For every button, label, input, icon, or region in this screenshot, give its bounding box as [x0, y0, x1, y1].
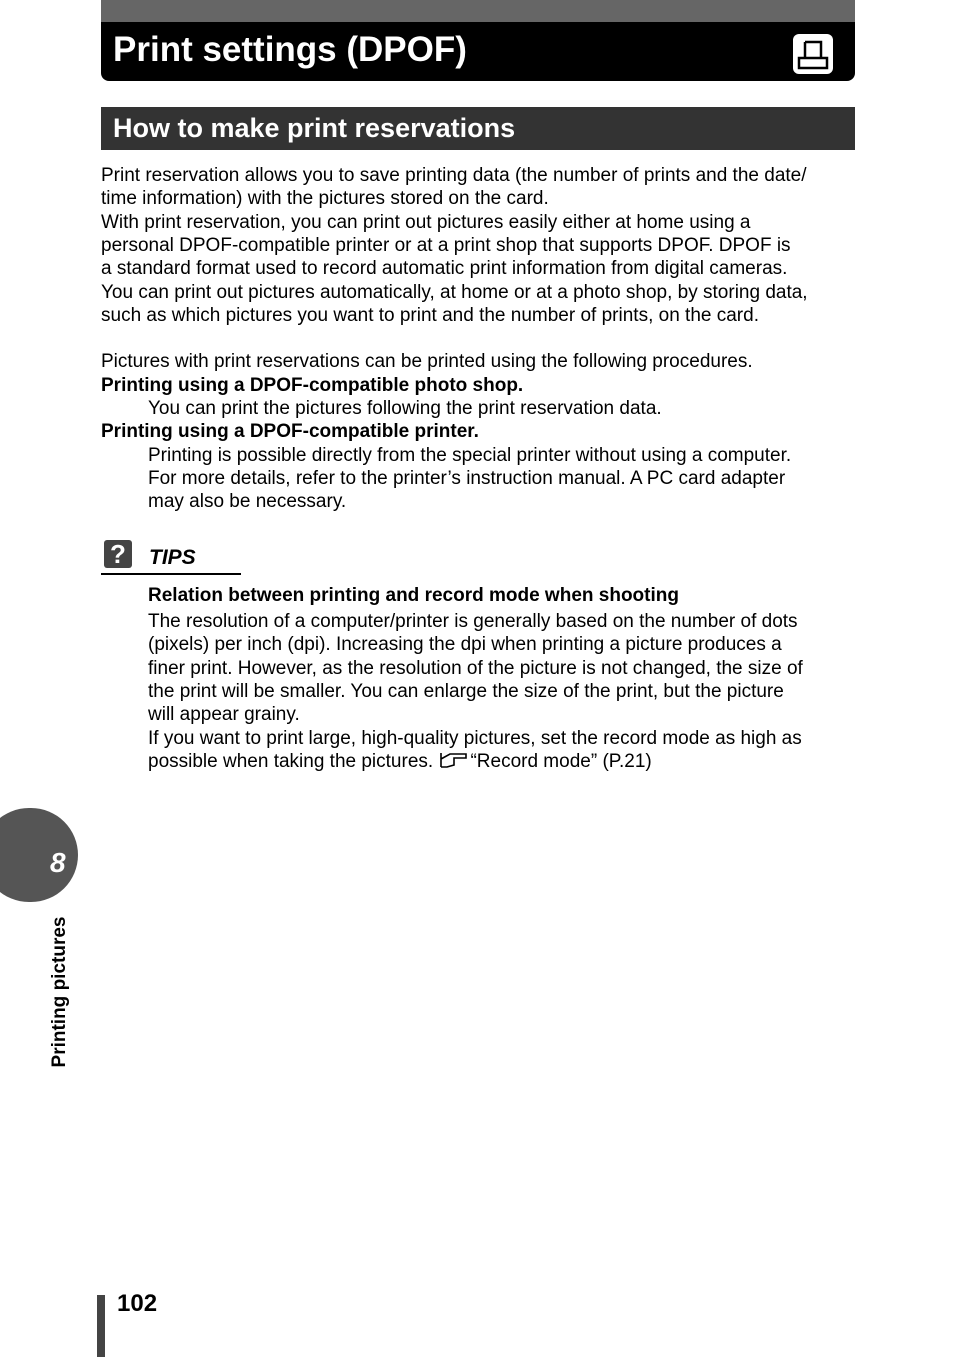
tips-line-last — [148, 750, 652, 773]
chapter-tab — [0, 808, 78, 902]
title-top-strip — [101, 0, 855, 22]
tips-line: finer print. However, as the resolution of the picture is not changed, the size of — [148, 658, 803, 679]
procedure-text: You can print the pictures following the print reservation data. — [148, 398, 662, 419]
intro-line: such as which pictures you want to print and the number of prints, on the card. — [101, 305, 759, 326]
title-bar — [101, 0, 855, 81]
intro-line: Print reservation allows you to save printing data (the number of prints and the date/ — [101, 165, 807, 186]
procedure-text: For more details, refer to the printer’s instruction manual. A PC card adapter — [148, 468, 786, 489]
record-mode-reference[interactable]: “Record mode” (P.21) — [470, 751, 652, 772]
tips-line: the print will be smaller. You can enlarge the size of the print, but the picture — [148, 681, 784, 702]
tips-question-icon: ? — [104, 540, 132, 568]
tips-line: If you want to print large, high-quality pictures, set the record mode as high as — [148, 728, 802, 749]
intro-line: time information) with the pictures stored on the card. — [101, 188, 549, 209]
intro-line: With print reservation, you can print out pictures easily either at home using a — [101, 212, 751, 233]
procedures-intro: Pictures with print reservations can be printed using the following procedures. — [101, 351, 753, 372]
tips-label: TIPS — [149, 546, 196, 569]
tips-line: The resolution of a computer/printer is generally based on the number of dots — [148, 611, 798, 632]
procedure-heading: Printing using a DPOF-compatible printer. — [101, 421, 479, 442]
intro-line: personal DPOF-compatible printer or at a print shop that supports DPOF. DPOF is — [101, 235, 791, 256]
chapter-side-label: Printing pictures — [49, 916, 70, 1068]
tips-heading: Relation between printing and record mode when shooting — [148, 585, 679, 606]
tips-underline — [101, 573, 241, 575]
section-heading: How to make print reservations — [113, 113, 516, 143]
page-number: 102 — [117, 1290, 158, 1317]
tips-line: (pixels) per inch (dpi). Increasing the dpi when printing a picture produces a — [148, 634, 782, 655]
intro-line: You can print out pictures automatically, at home or at a photo shop, by storing data, — [101, 282, 808, 303]
page-number-bar — [97, 1295, 105, 1357]
print-mode-icon — [793, 34, 833, 74]
procedure-heading: Printing using a DPOF-compatible photo shop. — [101, 375, 524, 396]
intro-line: a standard format used to record automatic print information from digital cameras. — [101, 258, 788, 279]
tips-line-prefix: possible when taking the pictures. — [148, 751, 439, 772]
procedure-text: may also be necessary. — [148, 491, 347, 512]
tips-line: will appear grainy. — [148, 704, 300, 725]
reference-pointer-icon — [438, 750, 470, 770]
chapter-number: 8 — [50, 847, 66, 878]
procedure-text: Printing is possible directly from the special printer without using a computer. — [148, 445, 792, 466]
page-title: Print settings (DPOF) — [113, 30, 467, 69]
section-heading-bar — [101, 107, 855, 150]
